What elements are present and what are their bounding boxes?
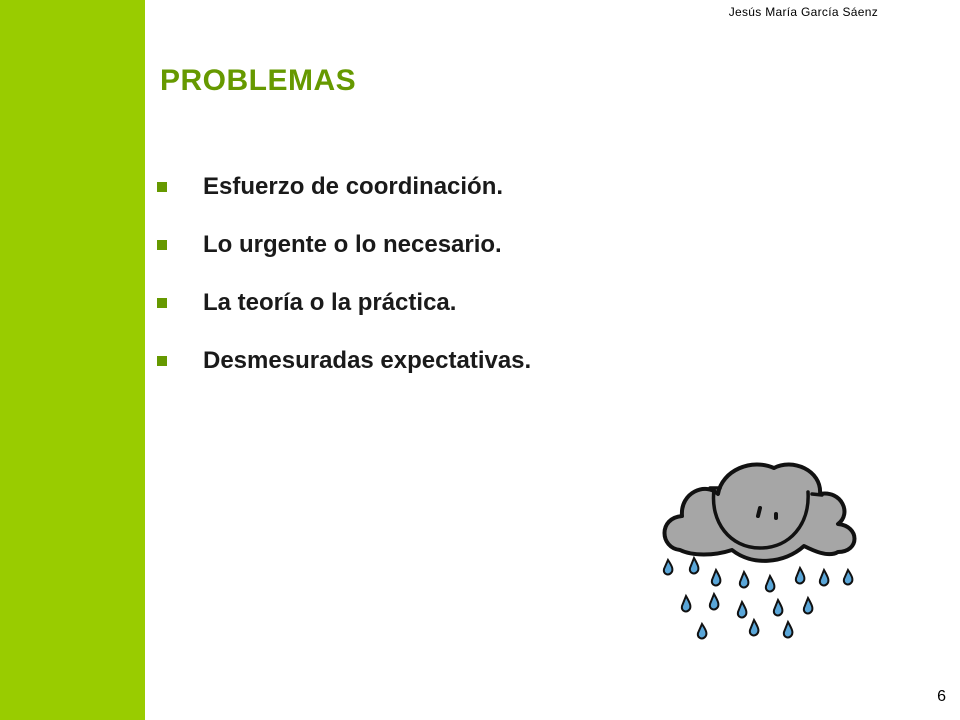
bullet-text: Lo urgente o lo necesario. xyxy=(203,231,502,258)
sidebar-accent xyxy=(0,0,145,720)
raindrop-icon xyxy=(712,570,721,585)
raindrop-icon xyxy=(750,620,759,635)
raindrop-icon xyxy=(766,576,775,591)
bullet-text: La teoría o la práctica. xyxy=(203,289,457,316)
bullet-square-icon xyxy=(157,240,167,250)
list-item xyxy=(155,332,531,390)
raindrop-icon xyxy=(820,570,829,585)
slide-title: PROBLEMAS xyxy=(160,64,357,97)
raindrop-icon xyxy=(682,596,691,611)
raindrop-icon xyxy=(690,558,699,573)
raindrop-icon xyxy=(796,568,805,583)
raindrop-icon xyxy=(844,570,853,584)
raindrops xyxy=(664,558,853,638)
bullet-square-icon xyxy=(157,356,167,366)
rain-cloud-icon xyxy=(652,452,870,652)
page-number: 6 xyxy=(937,688,946,705)
raindrop-icon xyxy=(774,600,783,615)
raindrop-icon xyxy=(784,622,793,637)
author-name: Jesús María García Sáenz xyxy=(728,5,878,19)
rain-cloud-illustration xyxy=(652,452,870,652)
raindrop-icon xyxy=(664,560,673,574)
bullet-text: Desmesuradas expectativas. xyxy=(203,347,532,374)
raindrop-icon xyxy=(698,624,707,638)
raindrop-icon xyxy=(738,602,747,617)
cloud-eye-left xyxy=(758,508,760,516)
list-item xyxy=(155,158,531,216)
bullet-list xyxy=(155,158,531,390)
list-item xyxy=(155,274,531,332)
bullet-text: Esfuerzo de coordinación. xyxy=(203,173,504,200)
list-item xyxy=(155,216,531,274)
bullet-square-icon xyxy=(157,298,167,308)
raindrop-icon xyxy=(740,572,749,587)
raindrop-icon xyxy=(804,598,813,613)
raindrop-icon xyxy=(710,594,719,609)
bullet-square-icon xyxy=(157,182,167,192)
cloud-eyebrow-right xyxy=(812,494,822,495)
